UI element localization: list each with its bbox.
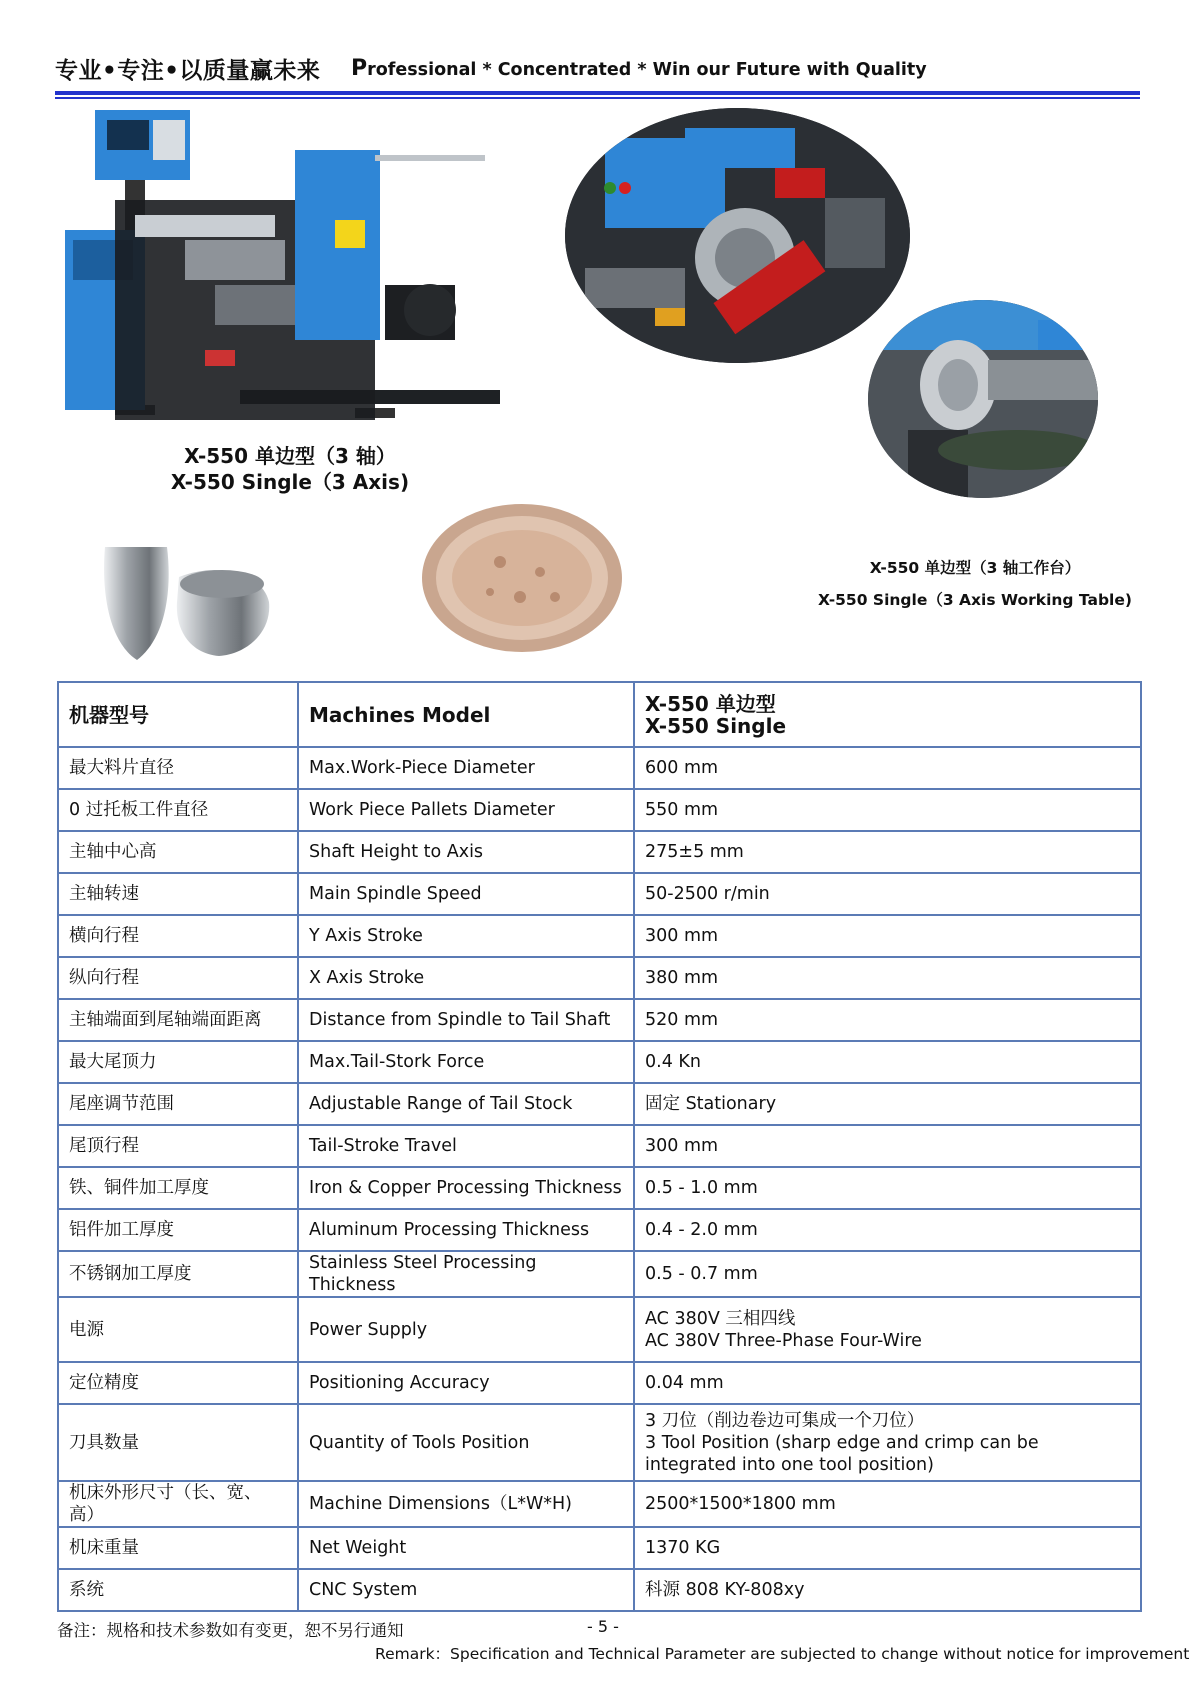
row-value: 0.4 - 2.0 mm [634, 1209, 1141, 1251]
table-row [58, 915, 1141, 957]
table-row [58, 1041, 1141, 1083]
row-cn: 系统 [58, 1569, 298, 1611]
table-row [58, 999, 1141, 1041]
working-table-caption [815, 552, 1135, 616]
row-cn: 刀具数量 [58, 1404, 298, 1481]
spec-table-header [58, 682, 1141, 747]
table-row [58, 1569, 1141, 1611]
row-value: 300 mm [634, 915, 1141, 957]
row-cn: 尾顶行程 [58, 1125, 298, 1167]
row-cn: 主轴中心高 [58, 831, 298, 873]
row-en: Quantity of Tools Position [298, 1404, 634, 1481]
row-value: 550 mm [634, 789, 1141, 831]
table-row [58, 1527, 1141, 1569]
row-en: Distance from Spindle to Tail Shaft [298, 999, 634, 1041]
steel-cups-photo [97, 542, 275, 670]
row-value: 520 mm [634, 999, 1141, 1041]
table-row [58, 1481, 1141, 1527]
row-en: Stainless Steel Processing Thickness [298, 1251, 634, 1297]
row-value: 0.5 - 1.0 mm [634, 1167, 1141, 1209]
table-row [58, 1297, 1141, 1362]
row-en: Aluminum Processing Thickness [298, 1209, 634, 1251]
row-cn: 机床外形尺寸（长、宽、高） [58, 1481, 298, 1527]
row-cn: 纵向行程 [58, 957, 298, 999]
row-en: CNC System [298, 1569, 634, 1611]
row-cn: 不锈钢加工厚度 [58, 1251, 298, 1297]
row-en: Net Weight [298, 1527, 634, 1569]
header-en-rest: rofessional * Concentrated * Win our Future with Quality [367, 60, 927, 80]
table-row [58, 1362, 1141, 1404]
machine-caption-en: X-550 Single（3 Axis) [170, 470, 410, 494]
row-value: 3 刀位（削边卷边可集成一个刀位） 3 Tool Position (sharp edge and crimp can be integrated into one tool position) [634, 1404, 1141, 1481]
header-value: X-550 单边型 X-550 Single [634, 682, 1141, 747]
table-row [58, 789, 1141, 831]
footer-en-note: Remark：Specification and Technical Parameter are subjected to change without notice for improvement [375, 1645, 1190, 1663]
machine-photo [65, 110, 535, 440]
row-value: AC 380V 三相四线 AC 380V Three-Phase Four-Wire [634, 1297, 1141, 1362]
row-cn: 尾座调节范围 [58, 1083, 298, 1125]
machine-caption-cn: X-550 单边型（3 轴） [184, 444, 396, 468]
copper-tray-photo [420, 502, 625, 654]
row-value: 600 mm [634, 747, 1141, 789]
table-row [58, 957, 1141, 999]
header-rule-thick [55, 91, 1140, 95]
spec-table [57, 681, 1142, 1612]
working-table-caption-cn: X-550 单边型（3 轴工作台） [869, 559, 1081, 577]
header-cn: 机器型号 [58, 682, 298, 747]
row-cn: 最大料片直径 [58, 747, 298, 789]
row-en: X Axis Stroke [298, 957, 634, 999]
row-cn: 定位精度 [58, 1362, 298, 1404]
row-en: Work Piece Pallets Diameter [298, 789, 634, 831]
working-table-photo [868, 300, 1098, 498]
row-en: Y Axis Stroke [298, 915, 634, 957]
row-value: 0.04 mm [634, 1362, 1141, 1404]
row-en: Shaft Height to Axis [298, 831, 634, 873]
workshop-closeup-photo [565, 108, 910, 363]
page-number: - 5 - [587, 1617, 619, 1636]
row-value: 300 mm [634, 1125, 1141, 1167]
row-value: 380 mm [634, 957, 1141, 999]
row-value: 固定 Stationary [634, 1083, 1141, 1125]
table-row [58, 1167, 1141, 1209]
table-row [58, 873, 1141, 915]
row-value: 0.4 Kn [634, 1041, 1141, 1083]
table-row [58, 1209, 1141, 1251]
machine-caption [140, 443, 440, 495]
table-row [58, 1083, 1141, 1125]
table-row [58, 1404, 1141, 1481]
header-en-initial: P [351, 56, 368, 81]
table-row [58, 747, 1141, 789]
table-row [58, 1251, 1141, 1297]
row-en: Tail-Stroke Travel [298, 1125, 634, 1167]
header-en: Machines Model [298, 682, 634, 747]
row-cn: 机床重量 [58, 1527, 298, 1569]
footer-cn-note: 备注：规格和技术参数如有变更，恕不另行通知 [57, 1621, 404, 1640]
row-value: 50-2500 r/min [634, 873, 1141, 915]
row-value: 科源 808 KY-808xy [634, 1569, 1141, 1611]
row-en: Positioning Accuracy [298, 1362, 634, 1404]
row-value: 2500*1500*1800 mm [634, 1481, 1141, 1527]
row-value: 0.5 - 0.7 mm [634, 1251, 1141, 1297]
header-cn-slogan: 专业•专注•以质量赢未来 [55, 58, 321, 84]
row-value: 1370 KG [634, 1527, 1141, 1569]
header-rule-thin [55, 97, 1140, 99]
table-row [58, 831, 1141, 873]
row-en: Adjustable Range of Tail Stock [298, 1083, 634, 1125]
row-cn: 主轴转速 [58, 873, 298, 915]
row-en: Max.Work-Piece Diameter [298, 747, 634, 789]
row-cn: 最大尾顶力 [58, 1041, 298, 1083]
row-cn: 铝件加工厚度 [58, 1209, 298, 1251]
working-table-caption-en: X-550 Single（3 Axis Working Table) [818, 591, 1132, 609]
row-en: Machine Dimensions（L*W*H) [298, 1481, 634, 1527]
row-cn: 0 过托板工件直径 [58, 789, 298, 831]
row-en: Iron & Copper Processing Thickness [298, 1167, 634, 1209]
row-cn: 铁、铜件加工厚度 [58, 1167, 298, 1209]
header-en-slogan [351, 56, 927, 81]
row-value: 275±5 mm [634, 831, 1141, 873]
row-cn: 电源 [58, 1297, 298, 1362]
table-row [58, 1125, 1141, 1167]
row-en: Power Supply [298, 1297, 634, 1362]
row-en: Max.Tail-Stork Force [298, 1041, 634, 1083]
row-cn: 横向行程 [58, 915, 298, 957]
row-cn: 主轴端面到尾轴端面距离 [58, 999, 298, 1041]
row-en: Main Spindle Speed [298, 873, 634, 915]
